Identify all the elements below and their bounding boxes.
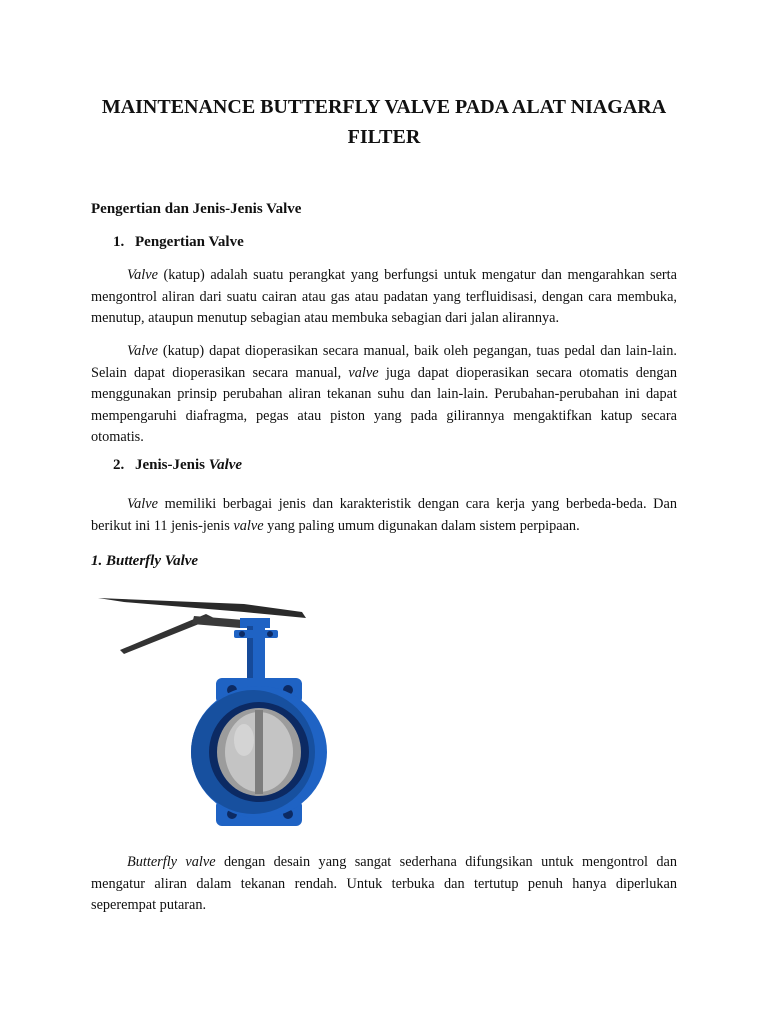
subsection-label-italic: Valve [208,457,243,473]
paragraph-operation [91,341,677,449]
title-line-2: FILTER [347,126,421,148]
section-heading: Pengertian dan Jenis-Jenis Valve [91,201,302,217]
butterfly-valve-image [94,590,328,834]
paragraph-text: dengan desain yang sangat sederhana difungsikan untuk mengontrol dan mengatur aliran dalam tekanan rendah. Untuk terbuka dan tertutup penuh hanya diperlukan seperempat putaran. [91,854,677,913]
term-italic: valve [233,517,264,534]
paragraph-text: memiliki berbagai jenis dan karakteristik dengan cara kerja yang berbeda-beda. Dan berikut ini 11 jenis-jenis [91,496,677,534]
document-title [80,92,688,152]
term-italic: valve [348,364,379,381]
paragraph-text: (katup) adalah suatu perangkat yang berfungsi untuk mengatur dan mengarahkan serta mengontrol aliran dari suatu cairan atau gas atau padatan yang terfluidisasi, dengan cara membuka, menutup, ataupun menutup sebagian atau membuka sebagian dari jalan alirannya. [91,267,677,326]
subsection-label: Pengertian Valve [135,234,244,250]
term-italic: Butterfly valve [127,854,216,870]
paragraph-definition [91,265,677,330]
subsection-heading-1 [113,234,244,251]
subsection-label: Jenis-Jenis [135,457,209,473]
term-italic: Valve [127,496,158,512]
handle-lever [98,598,306,618]
paragraph-butterfly-valve [91,852,677,917]
paragraph-text: juga dapat dioperasikan secara otomatis dengan menggunakan prinsip perubahan aliran tekanan suhu dan lain-lain. Perubahan-perubahan ini dapat mempengaruhi diafragma, pegas atau piston yang pada gilirannya mengaktifkan katup secara otomatis. [91,364,677,445]
title-line-1: MAINTENANCE BUTTERFLY VALVE PADA ALAT NIAGARA [101,96,667,118]
paragraph-text: (katup) dapat dioperasikan secara manual, baik oleh pegangan, tuas pedal dan lain-lain. Selain dapat dioperasikan secara manual, [91,343,677,381]
paragraph-types [91,494,677,537]
item-heading-butterfly-valve: 1. Butterfly Valve [91,553,199,569]
subsection-number: 1. [113,234,125,250]
term-italic: Valve [127,267,158,283]
subsection-number: 2. [113,457,125,473]
term-italic: Valve [127,343,158,359]
paragraph-text: yang paling umum digunakan dalam sistem perpipaan. [263,517,580,534]
subsection-heading-2 [113,457,242,474]
